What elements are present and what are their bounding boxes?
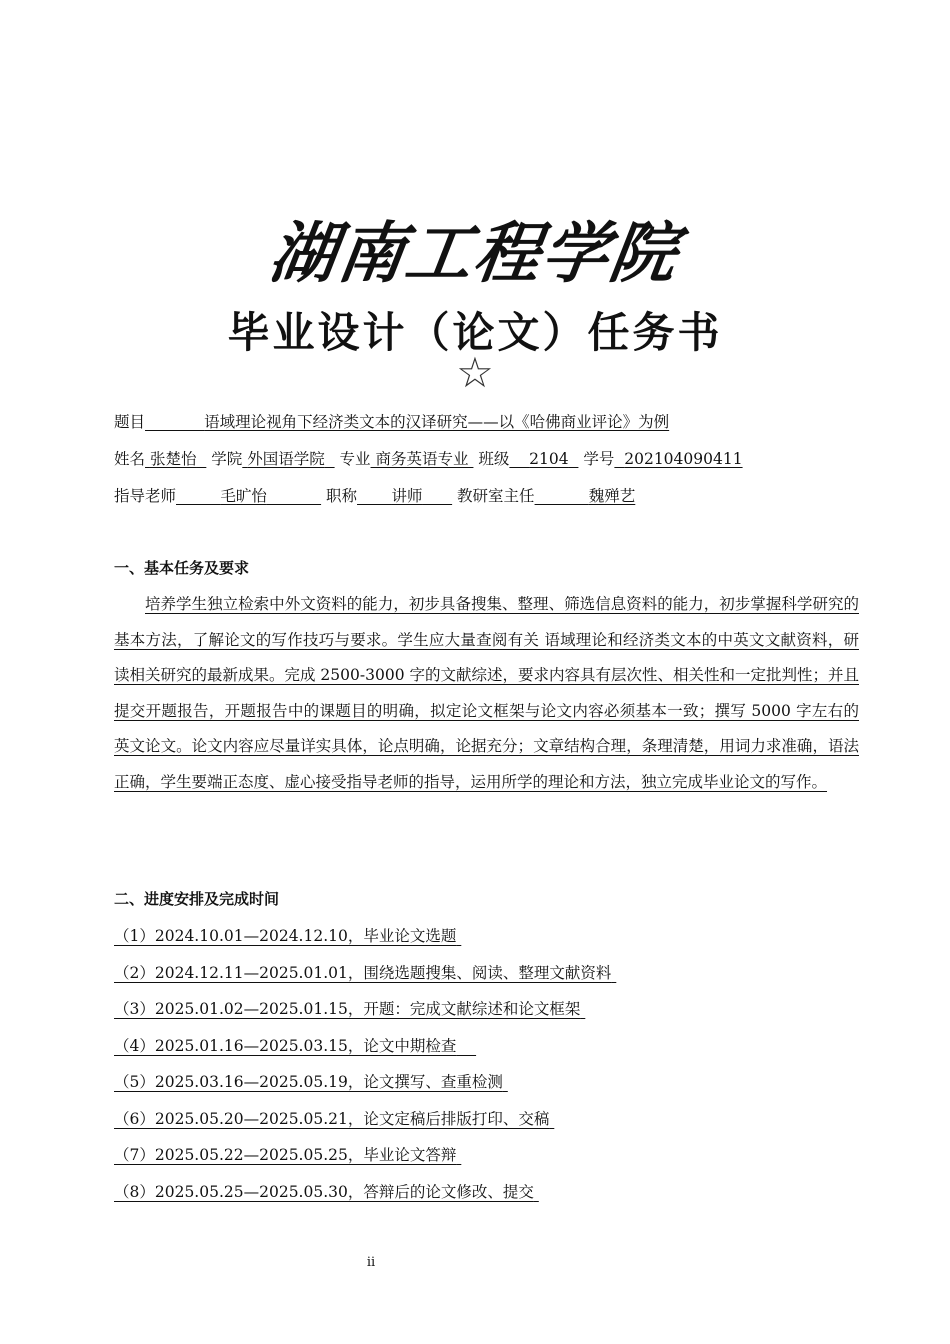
schedule-item: （6）2025.05.20—2025.05.21，论文定稿后排版打印、交稿: [114, 1109, 550, 1128]
advisor-label: 指导老师: [114, 487, 177, 505]
schedule-item: （7）2025.05.22—2025.05.25，毕业论文答辩: [114, 1146, 457, 1164]
major-value: 商务英语专业: [375, 450, 469, 468]
college-value: 外国语学院: [247, 450, 325, 468]
topic-value: 语域理论视角下经济类文本的汉译研究——以《哈佛商业评论》为例: [204, 413, 670, 431]
institution-calligraphy-logo: 湖南工程学院: [264, 214, 684, 292]
student-id-label: 学号: [583, 450, 615, 468]
advisor-line: [114, 484, 635, 506]
schedule-item: （1）2024.10.01—2024.12.10，毕业论文选题: [114, 927, 457, 945]
name-value: 张楚怡: [149, 450, 197, 468]
student-info-line: [114, 447, 743, 469]
star-icon: ☆: [456, 348, 494, 397]
topic-line: [114, 410, 669, 432]
schedule-item: （4）2025.01.16—2025.03.15，论文中期检查: [114, 1036, 457, 1055]
rank-value: 讲师: [391, 487, 423, 505]
section-1-heading: 一、基本任务及要求: [114, 559, 250, 577]
section-2-heading: 二、进度安排及完成时间: [114, 890, 280, 908]
section-1-body: 培养学生独立检索中外文资料的能力，初步具备搜集、整理、筛选信息资料的能力，初步掌握科学研究的基本方法，了解论文的写作技巧与要求。学生应大量查阅有关 语域理论和经济类文本的中英文文献资料，研读相关研究的最新成果。完成 2500-3000 字的文献综述，要求内容具有层次性、相关性和一定批判性；并且提交开题报告，开题报告中的课题目的明确，拟定论文框架与论文内容必须基本一致；撰写 5000 字左右的英文论文。论文内容应尽量详实具体，论点明确，论据充分；文章结构合理，条理清楚，用词力求准确，语法正确，学生要端正态度、虚心接受指导老师的指导，运用所学的理论和方法，独立完成毕业论文的写作。: [114, 595, 859, 791]
director-label: 教研室主任: [457, 487, 535, 505]
page-number: ii: [366, 1255, 376, 1270]
name-label: 姓名: [114, 450, 146, 468]
schedule-item: （3）2025.01.02—2025.01.15，开题：完成文献综述和论文框架: [114, 1000, 581, 1018]
director-value: 魏殚艺: [588, 487, 636, 505]
rank-label: 职称: [326, 487, 358, 505]
advisor-value: 毛旷怡: [220, 487, 267, 505]
college-label: 学院: [211, 450, 243, 468]
topic-label: 题目: [114, 413, 146, 431]
class-label: 班级: [478, 450, 510, 468]
schedule-item: （5）2025.03.16—2025.05.19，论文撰写、查重检测: [114, 1073, 503, 1091]
document-title: 毕业设计（论文）任务书: [227, 308, 723, 357]
student-id-value: 202104090411: [624, 450, 743, 468]
schedule-item: （8）2025.05.25—2025.05.30，答辩后的论文修改、提交: [114, 1182, 534, 1201]
class-value: 2104: [529, 450, 569, 468]
schedule-item: （2）2024.12.11—2025.01.01，围绕选题搜集、阅读、整理文献资料: [114, 963, 612, 982]
major-label: 专业: [339, 450, 371, 468]
schedule-list: [114, 918, 616, 1210]
